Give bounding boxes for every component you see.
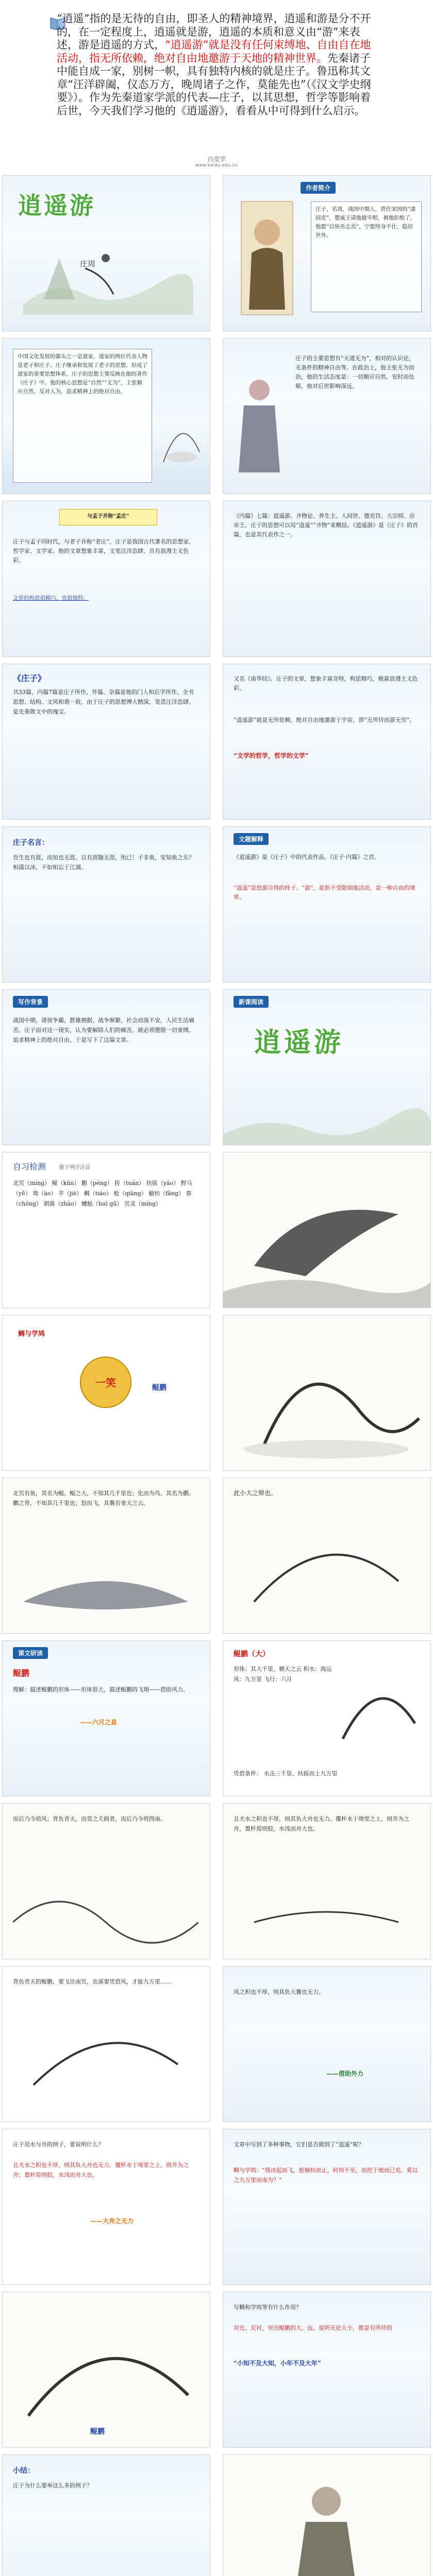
slide-title-explanation	[223, 826, 431, 982]
intro-paragraph	[57, 12, 376, 117]
slide-wind-strength	[223, 1966, 431, 2122]
water-boat-question: 庄子用水与舟的例子，要说明什么？	[13, 2141, 104, 2148]
whale-illustration	[13, 1540, 198, 1628]
contrast-question: 写蜩和学鸠等有什么作用？	[234, 2304, 302, 2311]
roc-label: 鲲鹏	[152, 1384, 166, 1392]
slide-wind	[2, 1803, 210, 1959]
slide-ink-painting	[223, 1315, 431, 1471]
section-label: 文题解释	[234, 833, 269, 845]
nanhua-text: 又名《南华经》。庄子的文章，想象丰富奇特，构思精巧，极富浪漫主义色彩。	[234, 675, 418, 691]
slide-whale-text	[2, 1478, 210, 1634]
slide-sage-painting	[223, 2454, 431, 2576]
ink-waves	[13, 1850, 198, 1953]
cicada-label: 蜩与学鸠	[18, 1330, 45, 1338]
flying-bird-illustration	[13, 2003, 198, 2116]
slide-author-intro	[223, 175, 431, 331]
intro-section	[0, 0, 433, 155]
ink-painting	[223, 1315, 431, 1471]
slide-inner-chapters	[223, 501, 431, 657]
slide-summary	[2, 2454, 210, 2576]
roc-wind-text: 背负青天的鲲鹏，要飞往南冥，也需要凭借风，才能九万里……	[13, 1978, 172, 1985]
freedom-quote: 蜩与学鸠：“我决起而飞，抢榆枋而止，时则不至，而控于地而已矣，奚以之九万里而南为？”	[234, 2167, 418, 2183]
crane-illustration	[158, 400, 205, 483]
slide-daoism	[2, 338, 210, 494]
author-bio: 庄子，名周，战国中期人，曾任宋国的“漆园吏”，楚威王请他做宰相，被他拒绝了，他愿“以快吾志焉”，宁愿终身不仕，隐居世外。	[311, 201, 422, 312]
sage-ink-painting	[223, 2455, 431, 2576]
mencius-link[interactable]: 文章的构思很精巧，也很独特。	[13, 595, 89, 601]
self-check-items: 北冥（míng） 鲲（kūn） 鹏（péng） 抟（tuán） 扶摇（yáo） 野马（yě） 坳（ào） 芥（jiè） 蜩（tiáo） 枪（qiāng） 榆枋（fāng） 舂（chōng） 朝菌（zhāo） 蟪蛄（huì gū） 冥灵（míng）	[13, 1180, 192, 1207]
image-caption-sub: www.baidu.edu.cn	[195, 163, 238, 167]
landscape-ink-painting	[223, 1083, 431, 1145]
inner-chapters-text: 《内篇》七篇：逍遥游、齐物论、养生主、人间世、德充符、大宗师、应帝王。庄子的思想可以用“逍遥”“齐物”来概括。《逍遥游》是《庄子》的首篇，也是其代表作之一。	[234, 513, 418, 538]
slide-thoughts	[223, 338, 431, 494]
slide-contrast	[223, 2292, 431, 2448]
mencius-text: 庄子与孟子同时代，与老子并称“老庄”，庄子是我国古代著名的思想家、哲学家、文学家。他的文章想象丰富，文笔汪洋恣肆，具有浪漫主义色彩。	[13, 538, 195, 564]
slide-roc-painting	[2, 2292, 210, 2448]
self-check-title: 自习检测	[13, 1162, 46, 1172]
slide-quotes	[2, 826, 210, 982]
bird-ink-painting	[223, 1153, 431, 1308]
roc-condition: 凭借条件： 水击三千里、扶摇而上九万里	[234, 1770, 338, 1777]
section-label: 作者简介	[301, 182, 336, 194]
landscape-ink-painting	[23, 227, 193, 315]
background-text: 战国中期，诸侯争霸，群雄割据，战争频繁，社会动荡不安，人民生活痛苦。庄子面对这一现实，认为要解除人们的痛苦，就必须摆脱一切束缚，追求精神上的绝对自由，于是写下了这篇文章。	[13, 1017, 194, 1043]
intro-text-highlight: “逍遥游”就是没有任何束缚地、自由自在地活动，指无所依赖，绝对自由地邀游于天地的精神世界。	[57, 39, 371, 64]
slide-roc-attributes	[223, 1640, 431, 1797]
slide-new-lesson	[223, 989, 431, 1145]
roc-size-title: 鲲鹏（大）	[234, 1650, 270, 1658]
slide-mencius	[2, 501, 210, 657]
summary-text: 庄子为什么要举这么多的例子？	[13, 2482, 92, 2489]
freedom-question: 文章中写到了多种事物，它们是否做到了“逍遥”呢？	[234, 2141, 364, 2148]
boat-ink-painting	[234, 1860, 419, 1953]
slide-small-big	[223, 1478, 431, 1634]
roc-caption: 鲲鹏	[90, 2428, 105, 2436]
study-text: 理解：描述鲲鹏的形体——形体很大，描述鲲鹏的飞翔——借助风力。	[13, 1686, 189, 1693]
mencius-title: 与孟子并称“孟庄”	[59, 509, 157, 526]
slide-roc-wind	[2, 1966, 210, 2122]
laugh-label: 一笑	[95, 1377, 116, 1389]
slide-freedom	[223, 2129, 431, 2285]
roc-ink-painting	[3, 2292, 210, 2448]
intro-text-b: 先秦诸子中能自成一家，别树一帜，具有独特内核的就是庄子。鲁迅称其文章“汪洋辟阖，仪态万方，晚周诸子之作，莫能先也”（《汉文学史纲要》）。作为先秦道家学派的代表—庄子，以其思想，哲学等影响着后世，今天我们学习他的《逍遥游》，看看从中可得到什么启示。	[57, 52, 371, 117]
wind-strength-text: 风之积也不厚，则其负大翼也无力。	[234, 1989, 324, 1995]
image-caption: 百度学	[207, 156, 226, 163]
slide-water-boat	[2, 2129, 210, 2285]
slide-nanhua	[223, 664, 431, 820]
lesson-title: 逍遥游	[254, 1027, 344, 1058]
contrast-quote: “小知不及大知，小年不及大年”	[234, 2360, 321, 2367]
slide-water	[223, 1803, 431, 1959]
whale-text: 北冥有鱼，其名为鲲。鲲之大，不知其几千里也；化而为鸟，其名为鹏。鹏之背，不知其几千里也；怒而飞，其翼若垂天之云。	[13, 1490, 194, 1506]
wind-strength-green: ——借助外力	[326, 2070, 364, 2077]
small-big-text: 此小大之辩也。	[234, 1489, 277, 1497]
bird-ink-painting	[244, 1509, 409, 1622]
nanhua-highlight: “文学的哲学，哲学的文学”	[234, 752, 309, 759]
slide-zhuangzi-book	[2, 664, 210, 820]
slide-background	[2, 989, 210, 1145]
study-orange: ——六月之息	[80, 1719, 118, 1726]
roc-attribute-list: 形体：其大千里、横天之云 积水：海运 风：九万里 飞行：六月	[234, 1666, 332, 1683]
roc-title: 鲲鹏	[13, 1668, 30, 1678]
roc-ink-painting	[338, 1662, 420, 1759]
section-label: 写作背景	[13, 996, 48, 1008]
intro-text-a: “逍遥”指的是无待的自由，即圣人的精神境界，逍遥和游是分不开的，在一定程度上，逍遥就是游，逍遥的本质和意义由“游”来表述，游是逍遥的方式，	[57, 12, 371, 51]
contrast-answer: 对比、反衬，突出鲲鹏的大、远，说明无论大小，都是有所待的	[234, 2325, 392, 2331]
water-boat-quote: 且夫水之积也不厚，则其负大舟也无力。覆杯水于坳堂之上，则芥为之舟；置杯焉则胶，水浅而舟大也。	[13, 2162, 189, 2178]
book-text: 共33篇，内篇7篇是庄子所作，外篇、杂篇是他的门人和后学所作。全书思想、结构、文风和谐一致，由于庄子的思想博大精深，笔意汪洋恣肆，是先秦散文中的瑰宝。	[13, 689, 194, 715]
slide-title-text: 逍遥游	[18, 192, 95, 219]
slide-ink-bird	[223, 1152, 431, 1308]
title-explanation-highlight: “逍遥”是悠游自得的样子。“游”，是指不受限制地活动，是一种自由的境界。	[234, 885, 415, 901]
portrait-zhuangzi	[234, 196, 301, 320]
slide-self-check	[2, 1152, 210, 1308]
sage-figure	[228, 369, 290, 483]
quotes-title: 庄子名言：	[13, 839, 49, 847]
nanhua-text-2: “逍遥游”就是无所依赖，绝对自由地遨游于宇宙，即“无所待而游无穷”。	[234, 717, 415, 723]
book-title: 《庄子》	[13, 673, 46, 683]
slide-cicada-vs-roc	[2, 1315, 210, 1471]
summary-title: 小结：	[13, 2467, 35, 2475]
slide-text-study	[2, 1640, 210, 1797]
section-label: 课文研读	[13, 1647, 48, 1659]
water-boat-conclusion: ——大舟之无力	[90, 2217, 134, 2225]
daoism-text: 中国文化发展的源头之一是道家，道家的两位代表人物是老子和庄子。庄子继承和发展了老子的思想，形成了道家的重要思想体系，庄子的思想主要反映在他的著作《庄子》中。他的核心思想是“自然”“无为”，主张顺应自然，反对人为，追求精神上的绝对自由。	[13, 349, 152, 483]
slide-title	[2, 175, 210, 331]
section-label: 新课阅读	[234, 996, 269, 1008]
self-check-subtitle: 能下列字注音	[59, 1165, 90, 1171]
wind-text: 而后乃今培风；背负青天，而莫之夭阏者，而后乃今将图南。	[13, 1816, 166, 1822]
thoughts-text: 庄子的主要思想有“天道无为”，相对的认识论，无条件的精神自由等。在政治上，他主张无为而治，他的生活态度是：一切顺应自然，安时而处顺。他对后世影响深远。	[295, 355, 415, 389]
water-text: 且夫水之积也不厚，则其负大舟也无力。覆杯水于坳堂之上，则芥为之舟，置杯焉则胶，水浅而舟大也。	[234, 1816, 409, 1832]
author-name: 庄周	[80, 259, 96, 268]
title-explanation-text: 《逍遥游》是《庄子》中的代表作品。《庄子·内篇》之首。	[234, 854, 380, 860]
quotes-text: 吾生也有涯，而知也无涯。以有涯随无涯，殆已！子非鱼，安知鱼之乐？相濡以沫，不如相忘于江湖。	[13, 854, 194, 871]
